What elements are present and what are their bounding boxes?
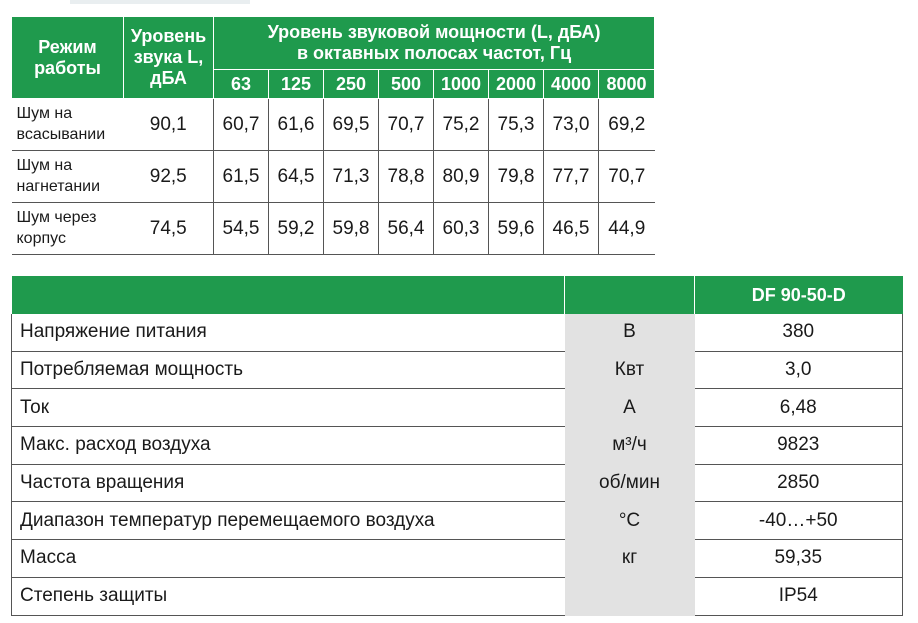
spec-row [12,314,903,351]
octave-value-cell: 61,5 [214,151,269,203]
spec-param-cell: Ток [12,389,565,427]
header-frequency: 8000 [599,70,655,99]
spec-value-cell: 380 [695,314,903,351]
octave-value-cell: 44,9 [599,203,655,255]
octave-value-cell: 70,7 [379,99,434,151]
spec-row [12,351,903,389]
spec-param-cell: Частота вращения [12,464,565,502]
octave-value-cell: 54,5 [214,203,269,255]
spec-header-model: DF 90-50-D [695,276,903,314]
octave-value-cell: 60,7 [214,99,269,151]
octave-value-cell: 56,4 [379,203,434,255]
spec-param-cell: Диапазон температур перемещаемого воздуха [12,502,565,540]
noise-level-cell: 90,1 [124,99,214,151]
spec-unit-cell: В [565,314,695,351]
spec-value-cell: 59,35 [695,540,903,578]
spec-param-cell: Макс. расход воздуха [12,427,565,465]
octave-value-cell: 60,3 [434,203,489,255]
spec-unit-cell: м³/ч [565,427,695,465]
spec-unit-cell: Квт [565,351,695,389]
octave-value-cell: 70,7 [599,151,655,203]
octave-value-cell: 61,6 [269,99,324,151]
specifications-table [11,276,903,616]
header-frequency: 250 [324,70,379,99]
octave-value-cell: 71,3 [324,151,379,203]
header-frequency: 4000 [544,70,599,99]
octave-value-cell: 75,2 [434,99,489,151]
spec-row [12,464,903,502]
spec-value-cell: 3,0 [695,351,903,389]
octave-value-cell: 75,3 [489,99,544,151]
octave-value-cell: 69,5 [324,99,379,151]
spec-row [12,427,903,465]
spec-param-cell: Масса [12,540,565,578]
noise-mode-cell: Шум через корпус [12,203,124,255]
header-frequency: 500 [379,70,434,99]
noise-row [12,151,655,203]
octave-value-cell: 59,8 [324,203,379,255]
noise-level-table [11,16,655,255]
noise-level-cell: 92,5 [124,151,214,203]
spec-unit-cell: об/мин [565,464,695,502]
noise-row [12,99,655,151]
header-sound-power-group [214,17,655,70]
noise-level-cell: 74,5 [124,203,214,255]
octave-value-cell: 69,2 [599,99,655,151]
octave-value-cell: 79,8 [489,151,544,203]
spec-unit-cell: °С [565,502,695,540]
spec-unit-cell [565,577,695,615]
top-decoration-strip [70,0,250,4]
octave-value-cell: 78,8 [379,151,434,203]
spec-param-cell: Степень защиты [12,577,565,615]
spec-unit-cell: кг [565,540,695,578]
octave-value-cell: 73,0 [544,99,599,151]
noise-row [12,203,655,255]
spec-row [12,389,903,427]
spec-row [12,502,903,540]
octave-value-cell: 77,7 [544,151,599,203]
spec-value-cell: 9823 [695,427,903,465]
spec-value-cell: -40…+50 [695,502,903,540]
spec-row [12,577,903,615]
spec-value-cell: IP54 [695,577,903,615]
noise-mode-cell: Шум на нагнетании [12,151,124,203]
spec-unit-cell: А [565,389,695,427]
header-sound-power-line2: в октавных полосах частот, Гц [296,43,572,63]
octave-value-cell: 80,9 [434,151,489,203]
header-sound-level: Уровень звука L, дБА [124,17,214,99]
header-frequency: 1000 [434,70,489,99]
octave-value-cell: 64,5 [269,151,324,203]
octave-value-cell: 46,5 [544,203,599,255]
header-sound-power-line1: Уровень звуковой мощности (L, дБА) [267,22,601,43]
header-frequency: 2000 [489,70,544,99]
header-frequency: 63 [214,70,269,99]
spec-value-cell: 2850 [695,464,903,502]
spec-header-unit [565,276,695,314]
header-mode: Режим работы [12,17,124,99]
spec-param-cell: Потребляемая мощность [12,351,565,389]
octave-value-cell: 59,6 [489,203,544,255]
noise-mode-cell: Шум на всасывании [12,99,124,151]
spec-header-param [12,276,565,314]
spec-param-cell: Напряжение питания [12,314,565,351]
spec-row [12,540,903,578]
spec-value-cell: 6,48 [695,389,903,427]
header-frequency: 125 [269,70,324,99]
octave-value-cell: 59,2 [269,203,324,255]
